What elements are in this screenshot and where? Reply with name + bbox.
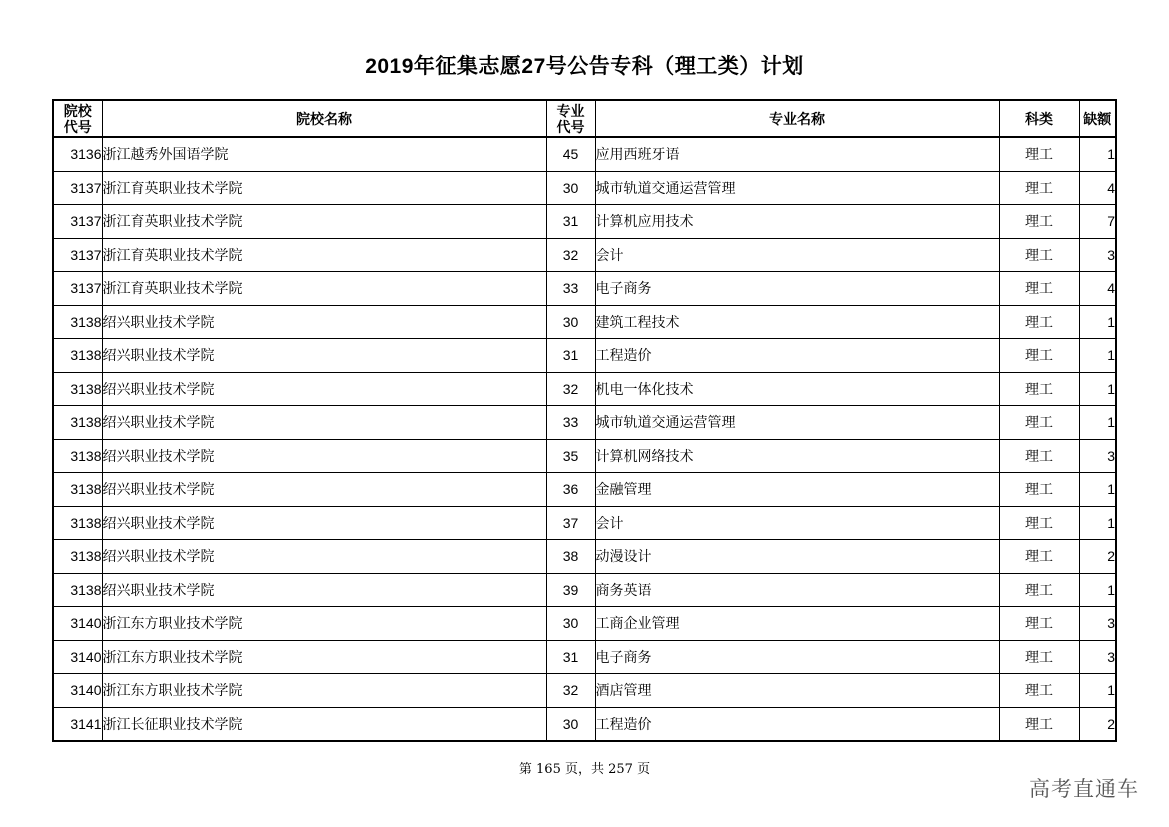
cell-major-name: 金融管理 xyxy=(595,473,999,507)
cell-category: 理工 xyxy=(999,674,1079,708)
cell-major-code: 37 xyxy=(546,506,595,540)
table-row xyxy=(53,372,1116,406)
cell-category: 理工 xyxy=(999,506,1079,540)
cell-vacancy: 3 xyxy=(1079,238,1116,272)
cell-category: 理工 xyxy=(999,439,1079,473)
header-major-code: 专业 代号 xyxy=(546,100,595,137)
table-row xyxy=(53,439,1116,473)
cell-major-code: 31 xyxy=(546,205,595,239)
cell-category: 理工 xyxy=(999,339,1079,373)
cell-major-name: 工程造价 xyxy=(595,707,999,741)
cell-major-code: 31 xyxy=(546,339,595,373)
cell-school-code: 3138 xyxy=(53,406,102,440)
table-row xyxy=(53,540,1116,574)
cell-school-code: 3141 xyxy=(53,707,102,741)
cell-category: 理工 xyxy=(999,540,1079,574)
cell-school-code: 3137 xyxy=(53,205,102,239)
header-category: 科类 xyxy=(999,100,1079,137)
cell-major-name: 城市轨道交通运营管理 xyxy=(595,406,999,440)
cell-major-name: 电子商务 xyxy=(595,640,999,674)
cell-school-code: 3138 xyxy=(53,372,102,406)
page-footer: 第 165 页，共 257 页 xyxy=(518,762,651,777)
table-row xyxy=(53,238,1116,272)
cell-major-code: 39 xyxy=(546,573,595,607)
cell-school-code: 3138 xyxy=(53,439,102,473)
table-row xyxy=(53,171,1116,205)
cell-category: 理工 xyxy=(999,573,1079,607)
table-row xyxy=(53,473,1116,507)
cell-school-name: 浙江东方职业技术学院 xyxy=(102,640,546,674)
page-title: 2019年征集志愿27号公告专科（理工类）计划 xyxy=(365,55,804,78)
cell-major-name: 计算机网络技术 xyxy=(595,439,999,473)
cell-major-name: 城市轨道交通运营管理 xyxy=(595,171,999,205)
watermark: 高考直通车 xyxy=(1029,777,1139,801)
cell-vacancy: 2 xyxy=(1079,540,1116,574)
cell-vacancy: 1 xyxy=(1079,473,1116,507)
cell-school-name: 浙江东方职业技术学院 xyxy=(102,674,546,708)
cell-vacancy: 1 xyxy=(1079,506,1116,540)
cell-major-name: 建筑工程技术 xyxy=(595,305,999,339)
cell-category: 理工 xyxy=(999,473,1079,507)
cell-category: 理工 xyxy=(999,372,1079,406)
cell-major-code: 30 xyxy=(546,707,595,741)
cell-major-code: 38 xyxy=(546,540,595,574)
plan-table xyxy=(52,99,1117,742)
cell-vacancy: 1 xyxy=(1079,573,1116,607)
table-row xyxy=(53,707,1116,741)
cell-category: 理工 xyxy=(999,238,1079,272)
header-school-code: 院校 代号 xyxy=(53,100,102,137)
cell-major-name: 会计 xyxy=(595,238,999,272)
cell-vacancy: 1 xyxy=(1079,305,1116,339)
cell-major-code: 35 xyxy=(546,439,595,473)
cell-major-code: 33 xyxy=(546,406,595,440)
cell-major-code: 45 xyxy=(546,137,595,171)
cell-category: 理工 xyxy=(999,707,1079,741)
cell-category: 理工 xyxy=(999,607,1079,641)
cell-school-name: 浙江育英职业技术学院 xyxy=(102,205,546,239)
cell-major-name: 工程造价 xyxy=(595,339,999,373)
cell-school-code: 3138 xyxy=(53,540,102,574)
cell-school-name: 绍兴职业技术学院 xyxy=(102,573,546,607)
cell-school-name: 绍兴职业技术学院 xyxy=(102,540,546,574)
cell-school-name: 浙江育英职业技术学院 xyxy=(102,238,546,272)
cell-major-name: 工商企业管理 xyxy=(595,607,999,641)
cell-school-code: 3140 xyxy=(53,640,102,674)
table-row xyxy=(53,607,1116,641)
cell-category: 理工 xyxy=(999,137,1079,171)
cell-vacancy: 3 xyxy=(1079,439,1116,473)
table-row xyxy=(53,640,1116,674)
cell-school-name: 浙江长征职业技术学院 xyxy=(102,707,546,741)
cell-vacancy: 2 xyxy=(1079,707,1116,741)
cell-major-name: 电子商务 xyxy=(595,272,999,306)
cell-major-code: 32 xyxy=(546,372,595,406)
cell-major-name: 酒店管理 xyxy=(595,674,999,708)
cell-major-name: 会计 xyxy=(595,506,999,540)
header-vacancy: 缺额 xyxy=(1079,100,1116,137)
table-row xyxy=(53,339,1116,373)
cell-school-name: 绍兴职业技术学院 xyxy=(102,406,546,440)
cell-school-code: 3140 xyxy=(53,607,102,641)
cell-major-code: 31 xyxy=(546,640,595,674)
cell-vacancy: 3 xyxy=(1079,607,1116,641)
cell-school-code: 3138 xyxy=(53,506,102,540)
cell-school-name: 浙江东方职业技术学院 xyxy=(102,607,546,641)
cell-school-name: 绍兴职业技术学院 xyxy=(102,439,546,473)
table-row xyxy=(53,406,1116,440)
current-page: 165 xyxy=(536,762,561,777)
cell-category: 理工 xyxy=(999,205,1079,239)
cell-vacancy: 7 xyxy=(1079,205,1116,239)
cell-vacancy: 1 xyxy=(1079,339,1116,373)
table-header-row xyxy=(53,100,1116,137)
cell-vacancy: 1 xyxy=(1079,372,1116,406)
cell-school-code: 3136 xyxy=(53,137,102,171)
cell-vacancy: 1 xyxy=(1079,137,1116,171)
cell-school-code: 3138 xyxy=(53,473,102,507)
header-school-name: 院校名称 xyxy=(102,100,546,137)
cell-major-code: 32 xyxy=(546,238,595,272)
cell-school-code: 3137 xyxy=(53,238,102,272)
cell-category: 理工 xyxy=(999,272,1079,306)
cell-school-code: 3137 xyxy=(53,272,102,306)
cell-vacancy: 4 xyxy=(1079,171,1116,205)
cell-school-code: 3138 xyxy=(53,573,102,607)
cell-major-code: 33 xyxy=(546,272,595,306)
cell-school-code: 3138 xyxy=(53,339,102,373)
table-row xyxy=(53,573,1116,607)
table-row xyxy=(53,137,1116,171)
cell-school-name: 浙江育英职业技术学院 xyxy=(102,272,546,306)
cell-school-name: 浙江育英职业技术学院 xyxy=(102,171,546,205)
cell-category: 理工 xyxy=(999,305,1079,339)
total-pages: 257 xyxy=(608,762,633,777)
cell-school-code: 3140 xyxy=(53,674,102,708)
cell-school-name: 绍兴职业技术学院 xyxy=(102,372,546,406)
cell-school-name: 绍兴职业技术学院 xyxy=(102,506,546,540)
table-row xyxy=(53,674,1116,708)
cell-major-code: 36 xyxy=(546,473,595,507)
cell-major-code: 30 xyxy=(546,171,595,205)
table-row xyxy=(53,305,1116,339)
cell-major-name: 机电一体化技术 xyxy=(595,372,999,406)
cell-major-name: 计算机应用技术 xyxy=(595,205,999,239)
table-row xyxy=(53,506,1116,540)
cell-category: 理工 xyxy=(999,406,1079,440)
cell-vacancy: 1 xyxy=(1079,406,1116,440)
cell-major-name: 动漫设计 xyxy=(595,540,999,574)
cell-school-name: 浙江越秀外国语学院 xyxy=(102,137,546,171)
cell-school-name: 绍兴职业技术学院 xyxy=(102,473,546,507)
cell-major-name: 应用西班牙语 xyxy=(595,137,999,171)
cell-school-name: 绍兴职业技术学院 xyxy=(102,339,546,373)
cell-major-code: 30 xyxy=(546,305,595,339)
header-major-name: 专业名称 xyxy=(595,100,999,137)
cell-major-name: 商务英语 xyxy=(595,573,999,607)
cell-major-code: 32 xyxy=(546,674,595,708)
cell-category: 理工 xyxy=(999,171,1079,205)
cell-category: 理工 xyxy=(999,640,1079,674)
cell-vacancy: 4 xyxy=(1079,272,1116,306)
cell-vacancy: 3 xyxy=(1079,640,1116,674)
table-row xyxy=(53,205,1116,239)
cell-school-code: 3138 xyxy=(53,305,102,339)
cell-vacancy: 1 xyxy=(1079,674,1116,708)
table-row xyxy=(53,272,1116,306)
cell-school-name: 绍兴职业技术学院 xyxy=(102,305,546,339)
cell-major-code: 30 xyxy=(546,607,595,641)
cell-school-code: 3137 xyxy=(53,171,102,205)
